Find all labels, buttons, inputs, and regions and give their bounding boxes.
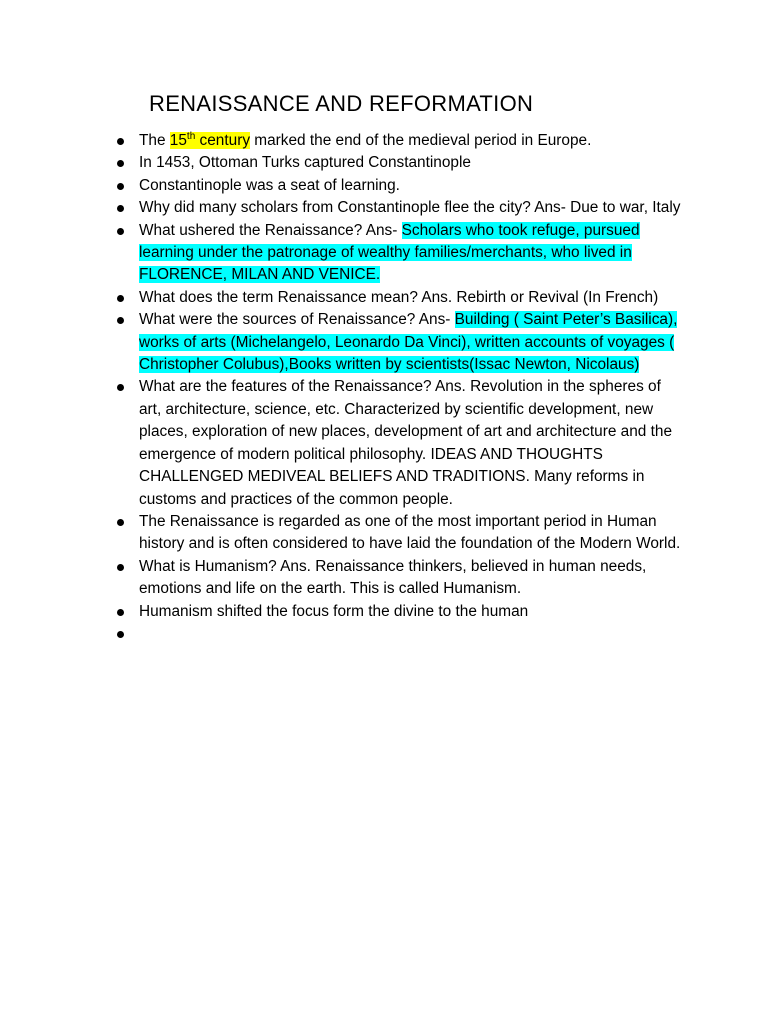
highlighted-text (170, 132, 250, 149)
bullet-icon (117, 138, 124, 145)
ordinal-suffix: th (186, 131, 196, 142)
list-item (139, 623, 684, 645)
bullet-text (139, 625, 143, 642)
bullet-text: The (139, 132, 170, 149)
highlighted-text: Scholars who took refuge, pursued learning under the patronage of wealthy families/merchants, who lived in FLORENCE, MILAN AND VENICE. (139, 221, 640, 284)
list-item (139, 601, 684, 623)
bullet-text: What ushered the Renaissance? Ans- (139, 221, 402, 239)
bullet-icon (117, 609, 124, 616)
list-item (139, 130, 684, 152)
list-item (139, 220, 684, 287)
bullet-icon (117, 564, 124, 571)
list-item (139, 152, 684, 174)
page-title: RENAISSANCE AND REFORMATION (149, 91, 534, 116)
bullet-text: marked the end of the medieval period in Europe. (250, 132, 592, 149)
bullet-text: Constantinople was a seat of learning. (139, 176, 400, 194)
bullet-icon (117, 183, 124, 190)
bullet-icon (117, 631, 124, 638)
list-item (139, 376, 684, 510)
list-item (139, 175, 684, 197)
list-item (139, 309, 684, 376)
bullet-text: What is Humanism? Ans. Renaissance thinkers, believed in human needs, emotions and life on the earth. This is called Humanism. (139, 557, 647, 598)
bullet-list (139, 130, 684, 645)
bullet-text: The Renaissance is regarded as one of the most important period in Human history and is often considered to have laid the foundation of the Modern World. (139, 512, 681, 553)
bullet-text: What are the features of the Renaissance? Ans. Revolution in the spheres of art, architecture, science, etc. Characterized by scientific development, new places, exploration of new places, development of art and architecture and the emergence of modern political philosophy. IDEAS AND THOUGHTS CHALLENGED MEDIVEAL BELIEFS AND TRADITIONS. Many reforms in customs and practices of the common people. (139, 378, 673, 508)
bullet-icon (117, 160, 124, 167)
bullet-text: In 1453, Ottoman Turks captured Constantinople (139, 154, 471, 172)
highlighted-text: Building ( Saint Peter’s Basilica), works of arts (Michelangelo, Leonardo Da Vinci), written accounts of voyages ( Christopher Colubus),Books written by scientists(Issac Newton, Nicolaus) (139, 311, 678, 374)
bullet-icon (117, 228, 124, 235)
list-item (139, 511, 684, 556)
bullet-icon (117, 519, 124, 526)
bullet-icon (117, 317, 124, 324)
highlighted-number: 15 (169, 132, 187, 149)
list-item (139, 287, 684, 309)
highlighted-word: century (195, 132, 251, 149)
list-item (139, 197, 684, 219)
bullet-text: Why did many scholars from Constantinople flee the city? Ans- Due to war, Italy (139, 199, 681, 217)
bullet-text: What were the sources of Renaissance? Ans- (139, 311, 455, 329)
bullet-icon (117, 205, 124, 212)
bullet-icon (117, 295, 124, 302)
bullet-icon (117, 384, 124, 391)
bullet-text: What does the term Renaissance mean? Ans. Rebirth or Revival (In French) (139, 288, 659, 306)
bullet-text: Humanism shifted the focus form the divine to the human (139, 602, 529, 620)
list-item (139, 556, 684, 601)
